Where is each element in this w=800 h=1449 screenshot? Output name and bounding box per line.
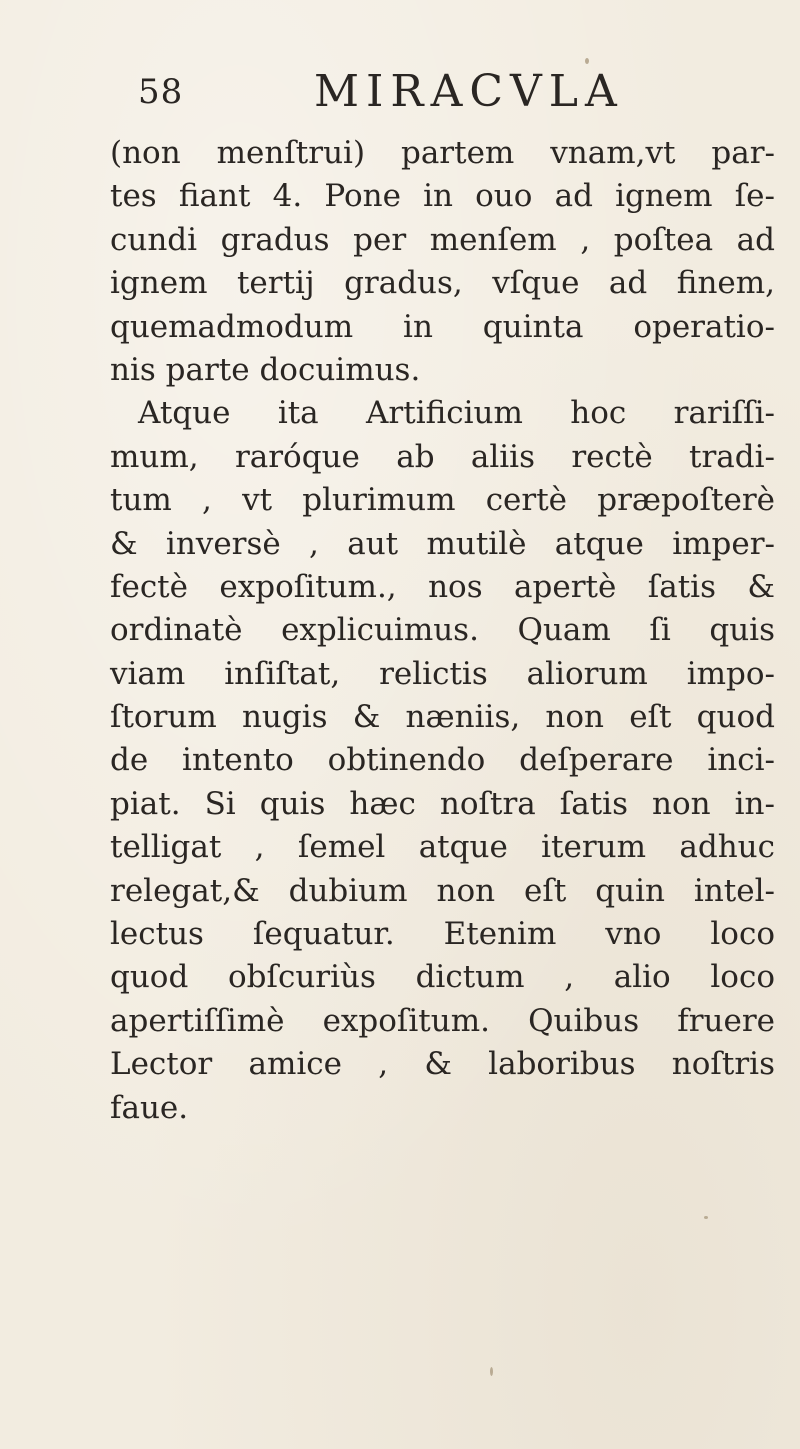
text-line: cundi gradus per menſem , poſtea ad [110, 221, 775, 258]
paper-speck [490, 1367, 493, 1376]
text-line: lectus ſequatur. Etenim vno loco [110, 916, 775, 953]
text-line: faue. [110, 1089, 189, 1126]
text-line: (non menſtrui) partem vnam,vt par- [110, 135, 775, 171]
paper-speck [704, 1216, 708, 1219]
text-line: piat. Si quis hæc noſtra ſatis non in- [110, 785, 775, 822]
text-line: apertiſſimè expoſitum. Quibus fruere [110, 1002, 775, 1039]
text-line: tum , vt plurimum certè præpoſterè [110, 482, 775, 519]
page-number: 58 [138, 72, 184, 112]
text-line: ſtorum nugis & næniis, non eſt quod [110, 699, 775, 736]
text-line: viam inſiſtat, relictis aliorum impo- [110, 655, 775, 692]
text-line: & inversè , aut mutilè atque imper- [110, 525, 775, 562]
text-line: Lector amice , & laboribus noſtris [110, 1046, 775, 1083]
text-line: telligat , ſemel atque iterum adhuc [110, 829, 775, 866]
body-text [110, 132, 775, 1130]
text-line: de intento obtinendo deſperare inci- [110, 742, 775, 779]
running-title: MIRACVLA [314, 66, 624, 117]
text-line: quod obſcuriùs dictum , alio loco [110, 959, 775, 996]
text-line: fectè expoſitum., nos apertè ſatis & [110, 568, 775, 605]
text-line: quemadmodum in quinta operatio- [110, 308, 775, 345]
text-line: mum, raróque ab aliis rectè tradi- [110, 438, 775, 475]
text-line: ordinatè explicuimus. Quam ſi quis [110, 612, 775, 649]
running-head [138, 66, 768, 124]
text-line: tes fiant 4. Pone in ouo ad ignem ſe- [110, 178, 775, 215]
text-line: ignem tertij gradus, vſque ad finem, [110, 265, 775, 302]
paper-speck [585, 58, 589, 64]
text-line: relegat,& dubium non eſt quin intel- [110, 872, 775, 909]
text-line: Atque ita Artificium hoc rariſſi- [138, 395, 775, 432]
text-line: nis parte docuimus. [110, 351, 421, 388]
